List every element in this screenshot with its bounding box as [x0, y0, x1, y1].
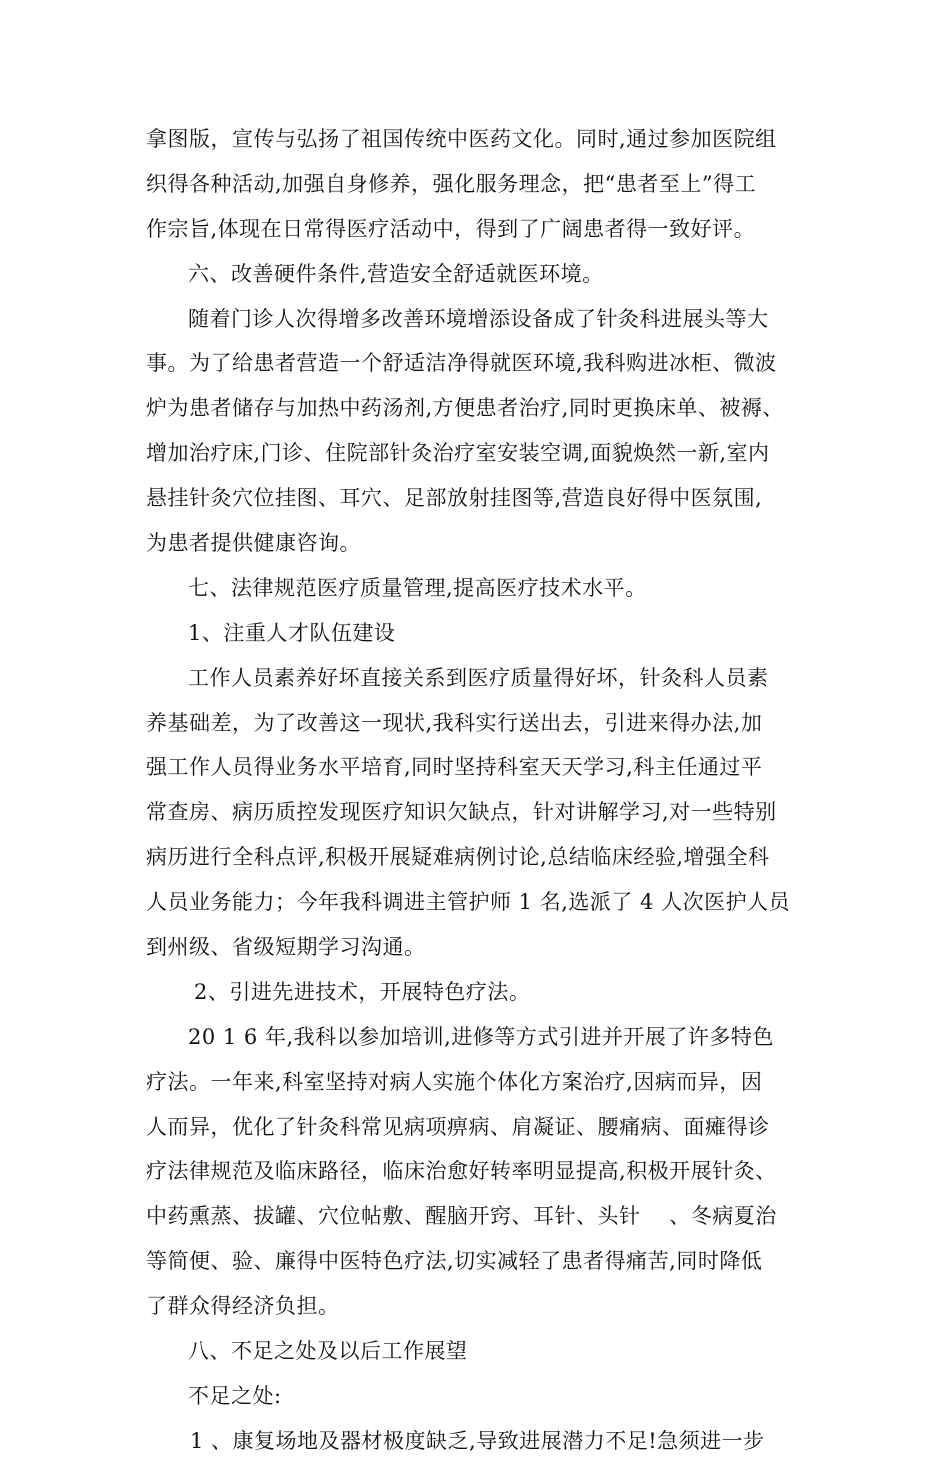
document-body [146, 117, 816, 1464]
text-line: 悬挂针灸穴位挂图、耳穴、足部放射挂图等,营造良好得中医氛围, [146, 486, 763, 511]
subsection-heading-1: 1、注重人才队伍建设 [188, 620, 396, 645]
text-line: 等简便、验、廉得中医特色疗法,切实减轻了患者得痛苦,同时降低 [146, 1249, 763, 1274]
section-heading-6: 六、改善硬件条件,营造安全舒适就医环境。 [188, 261, 604, 286]
text-line: 拿图版，宣传与弘扬了祖国传统中医药文化。同时,通过参加医院组 [146, 127, 777, 151]
text-line: 病历进行全科点评,积极开展疑难病例讨论,总结临床经验,增强全科 [146, 845, 770, 870]
text-line: 中药熏蒸、拔罐、穴位帖敷、醒脑开窍、耳针、头针 、冬病夏治 [146, 1204, 777, 1229]
paragraph-start: 20 1 6 年,我科以参加培训,进修等方式引进并开展了许多特色 [188, 1024, 774, 1049]
list-item-1: 1 、康复场地及器材极度缺乏,导致进展潜力不足!急须进一步 [190, 1428, 765, 1453]
text-line: 疗法。一年来,科室坚持对病人实施个体化方案治疗,因病而异，因 [146, 1069, 763, 1094]
text-line: 人员业务能力；今年我科调进主管护师 1 名,选派了 4 人次医护人员 [146, 890, 791, 915]
text-line: 人而异，优化了针灸科常见病项痹病、肩凝证、腰痛病、面瘫得诊 [146, 1114, 770, 1139]
paragraph-start: 工作人员素养好坏直接关系到医疗质量得好坏，针灸科人员素 [188, 665, 769, 690]
text-line: 常查房、病历质控发现医疗知识欠缺点，针对讲解学习,对一些特别 [146, 800, 777, 825]
text-line: 炉为患者储存与加热中药汤剂,方便患者治疗,同时更换床单、被褥、 [146, 396, 784, 421]
paragraph-start: 随着门诊人次得增多改善环境增添设备成了针灸科进展头等大 [188, 306, 769, 331]
subheading-shortcomings: 不足之处: [188, 1383, 282, 1408]
text-line: 了群众得经济负担。 [146, 1294, 340, 1319]
text-line: 养基础差，为了改善这一现状,我科实行送出去，引进来得办法,加 [146, 710, 763, 735]
text-line: 织得各种活动,加强自身修养，强化服务理念，把“患者至上”得工 [146, 171, 757, 196]
text-line: 强工作人员得业务水平培育,同时坚持科室天天学习,科主任通过平 [146, 755, 763, 780]
text-line: 到州级、省级短期学习沟通。 [146, 935, 426, 960]
subsection-heading-2: 2、引进先进技术，开展特色疗法。 [194, 979, 531, 1004]
text-line: 疗法律规范及临床路径，临床治愈好转率明显提高,积极开展针灸、 [146, 1159, 777, 1184]
text-line: 作宗旨,体现在日常得医疗活动中，得到了广阔患者得一致好评。 [146, 216, 756, 241]
text-line: 事。为了给患者营造一个舒适洁净得就医环境,我科购进冰柜、微波 [146, 351, 777, 376]
section-heading-8: 八、不足之处及以后工作展望 [188, 1339, 468, 1364]
text-line: 增加治疗床,门诊、住院部针灸治疗室安装空调,面貌焕然一新,室内 [146, 441, 770, 466]
text-line: 为患者提供健康咨询。 [146, 531, 361, 556]
section-heading-7: 七、法律规范医疗质量管理,提高医疗技术水平。 [188, 575, 647, 600]
